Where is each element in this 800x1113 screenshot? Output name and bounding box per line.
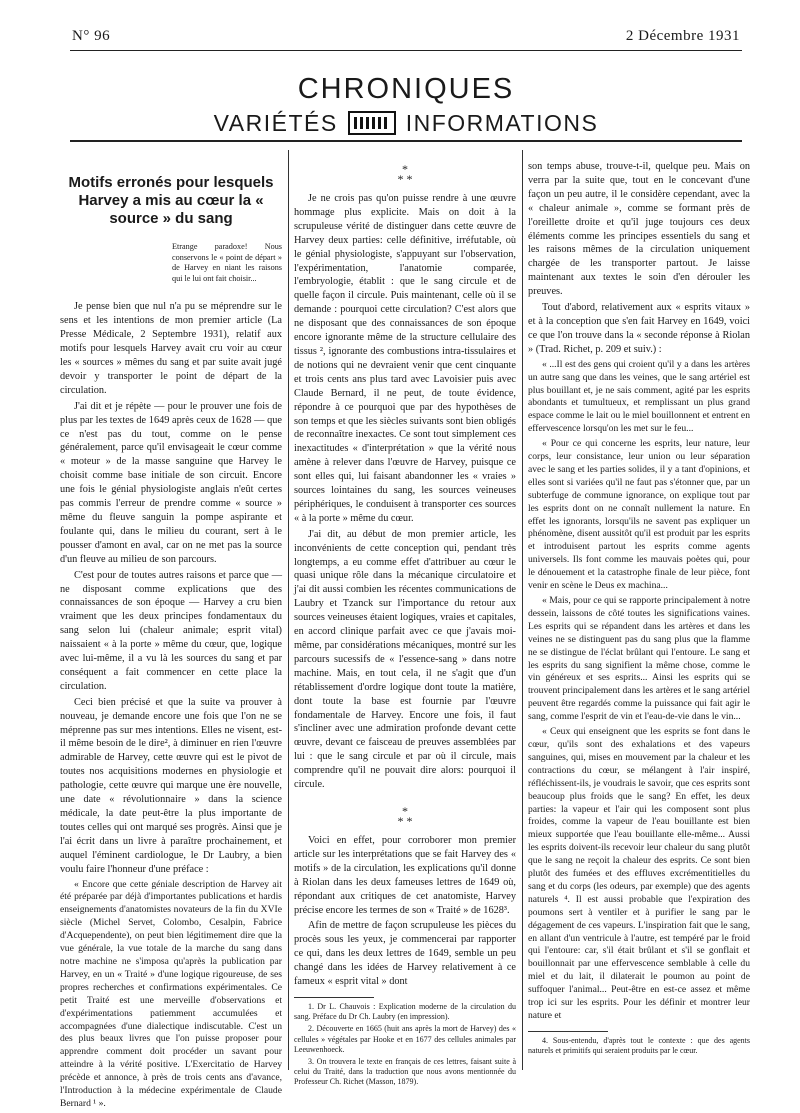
footnote: 3. On trouvera le texte en français de ces lettres, faisant suite à celui du Traité, dans la traduction que nous avons mentionnée du Professeur Ch. Richet (Masson, 1879). <box>294 1056 516 1087</box>
running-header <box>72 28 740 50</box>
column-2 <box>294 160 516 1090</box>
quote-paragraph: « Mais, pour ce qui se rapporte principalement à notre dessein, laissons de côté toutes les significations vaines. Les esprits qui se répandent dans les artères et dans les veines ne se distinguent pas du sang plus que la flamme ne se distingue de l'éclat brûlant qui l'entoure. Le sang et les esprits du sang signifient la même chose, comme le vin généreux et ses esprits... Ainsi les esprits qui se trouvent principalement dans les artères et le sang artériel peuvent être regardés comme la puissance qui fait agir le sang, comme l'esprit de vin et l'eau-de-vie dans le vin... <box>528 595 750 723</box>
issue-number: N° 96 <box>72 28 111 44</box>
column-1 <box>60 160 282 1113</box>
paragraph: C'est pour de toutes autres raisons et parce que — ne disposant comme explications que des connaissances de son époque — Harvey a cru bien vraiment que les deux principes fondamentaux du sang selon lui (chaleur animale; esprit vital) naissaient « à la porte » même du cœur, que, logique avec lui-même, il a vu là les sources du sang et par conséquent a fait commencer en cette place la circulation. <box>60 569 282 692</box>
paragraph: J'ai dit et je répète — pour le prouver une fois de plus par les textes de 1649 après ceux de 1628 — que ce n'est pas du tout, comme on le pense généralement, parce qu'il envisageait le cœur comme « moteur » de la masse sanguine que Harvey le choisit comme base initiale de son circuit. Encore une fois le génial physiologiste anglais n'eût certes pas commis l'erreur de prendre comme « source » même du fleuve sanguin la pompe aspirante et foulante qui, dans le milieu du courant, sert à le pousser d'amont en aval, car on ne met pas la source d'un fleuve au milieu de son parcours. <box>60 400 282 565</box>
quote-paragraph: « Pour ce qui concerne les esprits, leur nature, leur corps, leur consistance, leur union ou leur séparation avec le sang et les parties solides, il y a tant d'opinions, et elles sont si variées qu'il ne faut pas s'étonner que, par un subterfuge de commune ignorance, on explique tout par les esprits dont on ne connaît nullement la nature. En effet les ignorants, lorsqu'ils ne savent pas expliquer un phénomène, disent aussitôt qu'il est produit par les esprits et introduisent partout les esprits comme agents universels. Ils font comme les mauvais poètes qui, pour le dénouement et la catastrophe finale de leur pièce, font venir en scène le Deus ex machina... <box>528 438 750 592</box>
ornament-icon <box>348 111 396 135</box>
header-rule <box>70 50 742 51</box>
paragraph: Voici en effet, pour corroborer mon premier article sur les interprétations que se fait Harvey des « motifs » de la circulation, les explications qu'il donne à Riolan dans les deux fameuses lettres de 1649 où, répondant aux critiques de cet anatomiste, Harvey précise encore les termes de son « Traité » de 1628³. <box>294 834 516 916</box>
issue-date: 2 Décembre 1931 <box>625 28 740 44</box>
section-break: * * * <box>397 803 413 828</box>
footnote: 2. Découverte en 1665 (huit ans après la mort de Harvey) des « cellules » végétales par Hooke et en 1677 des cellules animales par Leeuwenhoeck. <box>294 1024 516 1054</box>
quote-paragraph: « Ceux qui enseignent que les esprits se font dans le cœur, qu'ils sont des exhalations et des vapeurs sanguines, qui, mises en mouvement par la chaleur et les contractions du cœur, se mélangent à l'air inspiré, réfléchissent-ils, je voudrais le savoir, que ces esprits sont beaucoup plus froids que le sang? En effet, les deux parties: la vapeur et l'air qui les composent sont plus froides, comme la vapeur de l'eau bouillante est bien mieux supportée que l'eau bouillante elle-même... Aussi les esprits doivent-ils recevoir leur chaleur du sang plutôt que le sang ne reçoit la chaleur des esprits. Ce sont bien plutôt des fumées et des effluves excrémentitielles du sang et du corps (les odeurs, par exemple) que des agents naturels ⁴. Il est aussi probable que l'expiration des poumons sert à ventiler et à purifier le sang par le dégagement de ces vapeurs. L'inspiration fait que le sang, en allant d'un ventricule à l'autre, est tempéré par le froid qui l'entoure: car, s'il était brûlant et s'il se gonflait et bouillonnait par une effervescence semblable à celle du miel et du lait, il dilaterait le poumon au point de suffoquer l'animal... Peut-être en est-ce assez et même trop ici sur les esprits. Pour les définir et montrer leur nature et <box>528 726 750 1021</box>
column-divider <box>288 150 289 1070</box>
quote-paragraph: « ...Il est des gens qui croient qu'il y a dans les artères un autre sang que dans les veines, que le sang artériel est plus bouillant et, je ne sais comment, agité par les esprits abondants et tumultueux, et remplissant un plus grand espace comme le lait ou le miel bouillonnent et entrent en effervescence lorsqu'on les met sur le feu... <box>528 358 750 435</box>
footnote-rule <box>294 997 374 998</box>
paragraph: Ceci bien précisé et que la suite va prouver à nouveau, je demande encore une fois que l'on ne se méprenne pas sur mes intentions. Elles ne visent, est-il même besoin de le dire², à diminuer en rien l'œuvre admirable de Harvey, cette œuvre qui est le pivot de toutes nos acquisitions modernes en physiologie et pathologie, cette œuvre qui marque une ère nouvelle, une date « révolutionnaire » dans la science médicale, la date peut-être la plus importante de toutes celles qui ont marqué ses progrès. Ainsi que je l'ai écrit dans un livre à paraître prochainement, et auquel l'éminent cardiologue, le Dr Laubry, a bien voulu faire l'honneur d'une préface : <box>60 696 282 875</box>
section-break: * * * <box>397 162 413 186</box>
masthead-right-word: INFORMATIONS <box>405 109 599 136</box>
paragraph: J'ai dit, au début de mon premier article, les inconvénients de cette conception qui, pendant très longtemps, a eu comme effet d'attribuer au cœur le quasi unique rôle dans la mécanique circulatoire et j'ai dit aussi combien les récentes communications de Laubry et Tzanck sur l'importance du retour aux sources veineuses étaient logiques, vraies et capitales, en accord clinique parfait avec ce que j'avais moi-même, par considérations mécaniques, montré sur les parcours sucessifs de « l'essence-sang » dans notre machine. Mais, en tout cela, il ne s'agit que d'un rétablissement d'ordre logique dont toute la matière, dont toute la base est fournie par l'œuvre fondamentale de Harvey. Encore une fois, il faut s'incliner avec une admiration profonde devant cette œuvre, devant ce faisceau de preuves assemblées par lui : que le sang circule et par où il circule, mais comprendre qu'il ne pouvait dire alors: pourquoi il circule. <box>294 528 516 791</box>
paragraph: Je ne crois pas qu'on puisse rendre à une œuvre hommage plus explicite. Mais on doit à la scrupuleuse vérité de distinguer dans cette œuvre de Harvey deux parties: celle définitive, irréfutable, où le génial physiologiste, s'appuyant sur l'observation, l'expérimentation, l'anatomie comparée, l'embryologie, établit : que le sang circule et de quelle façon il circule. Puis maintenant, celle où il se demande : pourquoi cette circulation? C'est alors que ne disposant que des connaissances de son époque encore ignorante même de la structure cellulaire des tissus ², ignorante des combustions intra-tissulaires et de notions qui ne devraient venir que cent cinquante et trois cents ans plus tard avec Lavoisier puis avec Claude Bernard, il ne peut, de toute évidence, répondre à ce pourquoi que par des hypothèses de son temps et que les siècles suivants sont bien obligés de reconnaître inexactes. Ce sont tout simplement ces inexactitudes « d'interprétation » que la vérité nous amène à relever dans l'œuvre de Harvey, puisque ce sont elles qui, lui faisant abandonner les « vraies » sources lointaines du sang, les sources veineuses périphériques, le conduisent à transporter ces sources « à la porte » même du cœur. <box>294 193 516 524</box>
footnote-rule <box>528 1031 608 1032</box>
masthead-left-word: VARIÉTÉS <box>213 109 338 136</box>
masthead-title: CHRONIQUES <box>297 73 515 105</box>
paragraph: Tout d'abord, relativement aux « esprits vitaux » et à la conception que s'en fait Harvey en 1649, voici ce que l'on trouve dans la « seconde réponse à Riolan » (Trad. Richet, p. 209 et suiv.) : <box>528 302 750 355</box>
footnote: 1. Dr L. Chauvois : Explication moderne de la circulation du sang. Préface du Dr Ch. Laubry (en impression). <box>294 1001 516 1022</box>
masthead-subtitle-row <box>70 108 742 138</box>
paragraph: Je pense bien que nul n'a pu se méprendre sur le sens et les intentions de mon premier article (La Presse Médicale, 2 Septembre 1931), relatif aux motifs pour lesquels Harvey avait cru voir au cœur les « sources » mêmes du sang et par suite avait jugé devoir y transporter le point de départ de la circulation. <box>60 301 282 396</box>
column-3 <box>528 160 750 1058</box>
paragraph: son temps abuse, trouve-t-il, quelque peu. Mais on verra par la suite que, tout en le concevant d'une façon un peu autre, il le considère cependant, avec la « chaleur animale », comme se formant près de l'oreillette droite et qu'il juge toujours ces deux éléments comme les principes essentiels du sang et les raisons mêmes de la circulation uniquement chargée de les transporter partout. Je laisse maintenant aux textes le soin d'en dérouler les preuves. <box>528 161 750 298</box>
footnote: 4. Sous-entendu, d'après tout le contexte : que des agents naturels et primitifs qui seraient produits par le cœur. <box>528 1035 750 1056</box>
masthead <box>70 73 742 138</box>
quote-paragraph: « Encore que cette géniale description de Harvey ait été préparée par déjà d'importantes publications et hardis enseignements d'anatomistes novateurs de la fin du XVIe siècle (Michel Servet, Colombo, Cesalpin, Fabrice d'Acquependente), on peut bien légitimement dire que la vue générale, la vue totale de la marche du sang dans notre machine ne s'imposa qu'après la publication par Harvey, en un « Traité » d'une logique rigoureuse, de ses propres recherches et confirmations expérimentales. Ce petit Traité est une merveille d'observations et d'expérimentations patiemment accumulées et accompagnées d'une dialectique indiscutable. C'est un des plus beaux livres que l'on puisse proposer pour apprendre comment doit procéder un savant pour atteindre à la vérité positive. L'Exercitatio de Harvey précède et annonce, à près de trois cents ans d'avance, l'Introduction à la médecine expérimentale de Claude Bernard ¹ ». <box>60 878 282 1109</box>
column-divider <box>522 150 523 1070</box>
masthead-rule <box>70 140 742 142</box>
paragraph: Afin de mettre de façon scrupuleuse les pièces du procès sous les yeux, je commencerai par rapporter ce qui, dans les deux lettres de 1649, semble un peu changé dans les idées de Harvey relativement à ce fameux « esprit vital » dont <box>294 920 516 988</box>
article-title: Motifs erronés pour lesquels Harvey a mis au cœur la « source » du sang <box>68 174 274 227</box>
epigraph: Etrange paradoxe! Nous conservons le « point de départ » de Harvey en niant les raisons qui le lui ont fait choisir... <box>172 242 282 283</box>
